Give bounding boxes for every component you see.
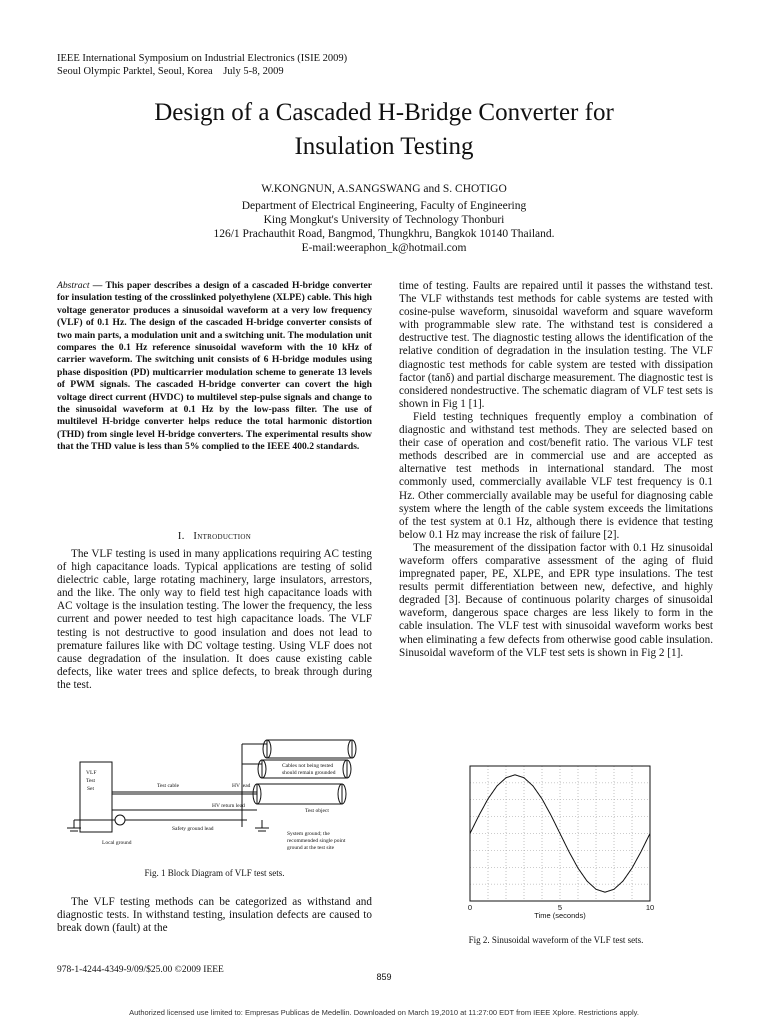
fig1-label: Cables not being tested	[282, 763, 334, 769]
figure-2-sine-chart	[462, 760, 662, 925]
section-heading	[57, 530, 372, 543]
fig1-label: Test	[86, 778, 96, 784]
intro-body-continued	[57, 896, 372, 935]
fig1-label: should remain grounded	[282, 770, 336, 776]
right-column-body	[399, 280, 713, 660]
authorized-use-notice: Authorized licensed use limited to: Empresas Publicas de Medellin. Downloaded on March 19,2010 at 11:27:00 EDT from IEEE Xplore. Restrictions apply.	[129, 1008, 639, 1017]
fig1-label: System ground; the	[287, 831, 330, 837]
section-number: I.	[177, 531, 185, 542]
author-affiliation	[40, 199, 728, 255]
abstract-dash: —	[89, 280, 106, 291]
body-paragraph: The measurement of the dissipation factor with 0.1 Hz sinusoidal waveform offers comparative assessment of the aging of fluid impregnated paper, PE, XLPE, and EPR type insulations. The test results permit differentiation between new, defective, and highly degraded [3]. Because of continuous polarity charges of sinusoidal waveform, dangerous space charges are less likely to form in the cable insulation. The VLF test with sinusoidal waveform works best when eliminating a few defects from otherwise good cable insulation. Sinusoidal waveform of the VLF test sets is shown in Fig 2 [1].	[399, 541, 713, 659]
title-line-2: Insulation Testing	[294, 133, 474, 160]
ungrounded-cable-top	[267, 740, 352, 758]
body-paragraph: Field testing techniques frequently employ a combination of diagnostic and withstand test methods. They are selected based on their case of operation and cost/benefit ratio. The various VLF test methods described are in commercial use and are accepted as alternative test methods in international standard. The most commonly used, commercially available VLF test frequency is 0.1 Hz. Other commercially available may be useful for diagnosing cable system where the length of the cable system exceeds the limitations of the test system at 0.1 Hz, although there is evidence that testing below 0.1 Hz may increase the risk of failure [2].	[399, 410, 713, 541]
fig1-label: Test object	[305, 808, 329, 814]
page-number: 859	[376, 972, 392, 982]
affiliation-line: 126/1 Prachauthit Road, Bangmod, Thungkhru, Bangkok 10140 Thailand.	[213, 228, 555, 240]
paper-authors: W.KONGNUN, A.SANGSWANG and S. CHOTIGO	[261, 183, 507, 195]
test-object-cylinder	[257, 784, 342, 804]
chart-x-axis-label: Time (seconds)	[534, 911, 586, 920]
figure-1-block-diagram	[62, 732, 362, 862]
figure-2-caption: Fig 2. Sinusoidal waveform of the VLF test sets.	[468, 935, 644, 945]
fig1-label: Local ground	[102, 840, 132, 846]
conference-venue: Seoul Olympic Parktel, Seoul, Korea July 5-8, 2009	[57, 66, 284, 77]
author-email: E-mail:weeraphon_k@hotmail.com	[301, 242, 467, 254]
intro-paragraph: The VLF testing methods can be categorized as withstand and diagnostic tests. In withstand testing, insulation defects are caused to break down (fault) at the	[57, 896, 372, 935]
fig1-label: VLF	[86, 770, 97, 776]
paper-title	[40, 96, 728, 164]
intro-body	[57, 548, 372, 692]
conference-name: IEEE International Symposium on Industrial Electronics (ISIE 2009)	[57, 53, 348, 64]
affiliation-line: King Mongkut's University of Technology Thonburi	[263, 214, 505, 226]
isbn-copyright: 978-1-4244-4349-9/09/$25.00 ©2009 IEEE	[57, 965, 224, 975]
abstract-text: This paper describes a design of a cascaded H-bridge converter for insulation testing of the crosslinked polyethylene (XLPE) cable. This high voltage generator produces a sinusoidal waveform at a very low frequency (VLF) of 0.1 Hz. The design of the cascaded H-bridge converter consists of two main parts, a modulation unit and a switching unit. The modulation unit compares the 0.1 Hz reference sinusoidal waveform with the 10 kHz of carrier waveform. The switching unit consists of 6 H-bridge modules using phase disposition (PD) multicarrier modulation scheme to generate 13 levels of PWM signals. The cascaded H-bridge converter can covert the high voltage direct current (HVDC) to multilevel step-pulse signals and change to the sinusoidal waveform at 0.1 Hz by the low-pass filter. The use of multilevel H-bridge converter helps reduce the total harmonic distortion (THD) from single level H-bridge converters. The experimental results show that the THD value is less than 5% complied to the IEEE 400.2 standards.	[57, 280, 372, 453]
chart-x-tick-label: 10	[645, 903, 655, 912]
fig1-label: Test cable	[157, 783, 180, 789]
fig1-label: HV return lead	[212, 803, 245, 809]
fig1-label: recommended single point	[287, 838, 346, 844]
ground-terminal-icon	[115, 815, 125, 825]
abstract-block	[57, 280, 372, 454]
intro-paragraph: The VLF testing is used in many applications requiring AC testing of high capacitance loads. Typical applications are testing of solid dielectric cable, large rotating machinery, large insulators, arrestors, and the like. The only way to field test high capacitance loads with AC voltage is the insulation testing. The lower the frequency, the less current and power needed to test high capacitance loads. The VLF testing is not destructive to good insulation and does not lead to premature failures like with DC voltage testing. Using VLF does not cause degradation of the insulation. It does cause existing cable defects, like water trees and splice defects, to break through during the test.	[57, 548, 372, 691]
section-title: Introduction	[193, 531, 252, 542]
fig1-label: Set	[87, 786, 95, 792]
chart-x-tick-label: 0	[467, 903, 473, 912]
fig1-label: HV lead	[232, 783, 251, 789]
title-line-1: Design of a Cascaded H-Bridge Converter for	[154, 99, 614, 126]
fig1-label: ground at the test site	[287, 845, 335, 851]
affiliation-line: Department of Electrical Engineering, Faculty of Engineering	[241, 200, 527, 212]
conference-header	[57, 52, 347, 78]
figure-1-caption: Fig. 1 Block Diagram of VLF test sets.	[144, 868, 285, 878]
fig1-label: Safety ground lead	[172, 826, 214, 832]
chart-x-tick-label: 5	[557, 903, 563, 912]
body-paragraph: time of testing. Faults are repaired until it passes the withstand test. The VLF withstands test methods for cable systems are tested with cosine-pulse waveform, sinusoidal waveform and square waveform with programmable slew rate. The withstand test is considered a destructive test. The diagnostic testing allows the identification of the relative condition of degradation in the insulation testing. The VLF diagnostic test methods for cable system are tested with dissipation factor (tanδ) and partial discharge measurement. The diagnostic test is considered nondestructive. The schematic diagram of VLF test sets is shown in Fig 1 [1].	[399, 280, 713, 410]
abstract-label: Abstract	[57, 280, 90, 291]
